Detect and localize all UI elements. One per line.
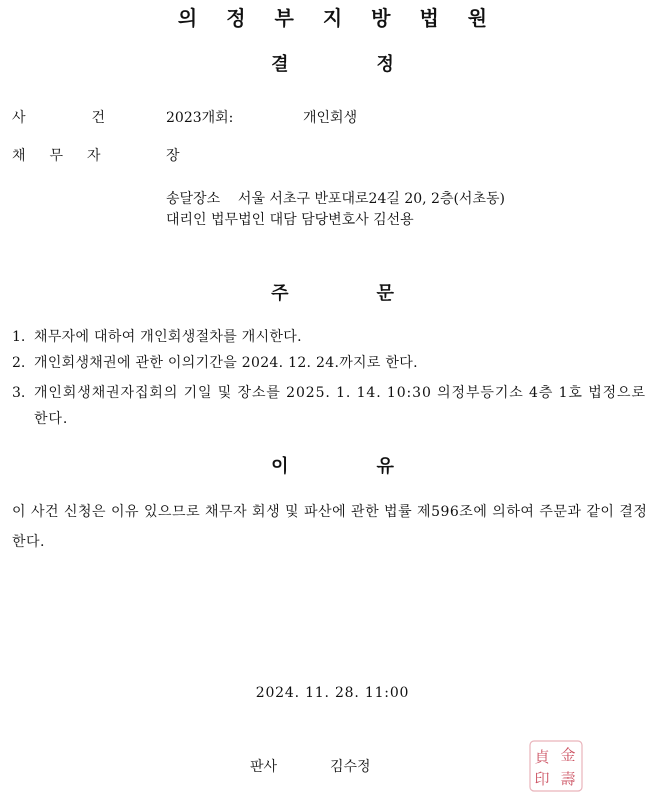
judge-name: 김수정 [330, 759, 371, 775]
case-number: 2023개회: [166, 110, 234, 126]
judge-label: 판사 [250, 759, 278, 775]
judge-seal-stamp [527, 738, 585, 794]
order-item-number: 3. [12, 385, 26, 401]
svg-text:印: 印 [534, 770, 550, 788]
seal-icon [527, 738, 585, 794]
representative: 대리인 법무법인 대담 담당변호사 김선용 [166, 212, 414, 228]
order-item-2 [12, 353, 652, 373]
debtor-label: 채무자 [12, 148, 125, 164]
order-item-1 [12, 327, 652, 347]
court-name: 의정부지방법원 [177, 6, 517, 30]
reason-heading: 이유 [271, 456, 482, 477]
reason-text: 이 사건 신청은 이유 있으므로 채무자 회생 및 파산에 관한 법률 제596조에 의하여 주문과 같이 결정한다. [12, 504, 648, 550]
svg-text:壽: 壽 [560, 770, 576, 788]
address-line [166, 189, 505, 209]
order-item-number: 2. [12, 355, 26, 371]
document-type-heading: 결정 [271, 54, 482, 75]
debtor-name: 장 [166, 148, 180, 164]
case-type: 개인회생 [303, 110, 358, 126]
decision-datetime: 2024. 11. 28. 11:00 [255, 685, 410, 701]
order-heading: 주문 [271, 283, 482, 304]
order-item-text: 개인회생채권에 관한 이의기간을 2024. 12. 24.까지로 한다. [34, 355, 418, 371]
svg-text:金: 金 [560, 746, 576, 764]
order-item-text: 개인회생채권자집회의 기일 및 장소를 2025. 1. 14. 10:30 의정부등기소 4층 1호 법정으로 한다. [34, 385, 646, 427]
order-item-number: 1. [12, 329, 26, 345]
case-label: 사건 [12, 110, 172, 126]
svg-text:貞: 貞 [534, 748, 550, 766]
order-item-3 [12, 380, 652, 432]
order-item-text: 채무자에 대하여 개인회생절차를 개시한다. [34, 329, 302, 345]
address-value: 서울 서초구 반포대로24길 20, 2층(서초동) [237, 191, 505, 207]
address-label: 송달장소 [166, 191, 221, 207]
